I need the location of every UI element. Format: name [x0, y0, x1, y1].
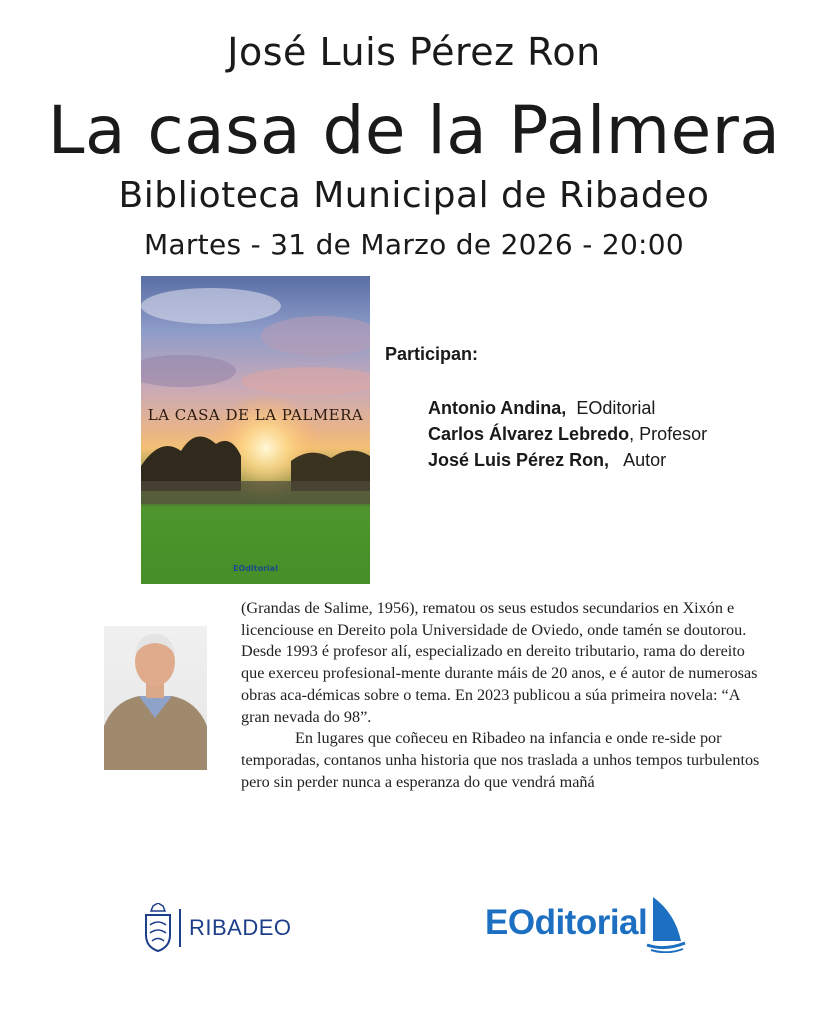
participant-name: Carlos Álvarez Lebredo [428, 424, 630, 444]
author-biography [241, 598, 761, 793]
participant-role: , Profesor [629, 424, 708, 444]
participant-item [428, 398, 655, 419]
ribadeo-logo-text: RIBADEO [189, 915, 292, 940]
cover-landscape-illustration [141, 276, 370, 584]
bio-paragraph: (Grandas de Salime, 1956), rematou os seus estudos secundarios en Xixón e licenciouse en Dereito pola Universidade de Oviedo, onde tamén se doutorou. Desde 1993 é profesor alí, especializado en dereito tributario, rama do dereito que exerceu profesional-mente durante máis de 20 anos, e é autor de numerosas obras aca-démicas sobre o tema. En 2023 publicou a súa primeira novela: “A gran nevada do 98”. [241, 599, 758, 726]
participant-role: EOditorial [576, 398, 656, 418]
participant-name: Antonio Andina, [428, 398, 567, 418]
author-name: José Luis Pérez Ron [227, 30, 601, 74]
eoditorial-logo-text: EOditorial [485, 903, 648, 942]
cover-title: LA CASA DE LA PALMERA [147, 406, 364, 424]
participant-item [428, 424, 707, 445]
cover-publisher-logo: EOditorial [233, 564, 278, 573]
logo-divider [179, 909, 181, 947]
ribadeo-coat-of-arms-icon [143, 903, 173, 953]
participant-name: José Luis Pérez Ron, [428, 450, 610, 470]
author-photo [104, 626, 207, 770]
venue: Biblioteca Municipal de Ribadeo [118, 175, 710, 216]
participant-item [428, 450, 666, 471]
participant-role: Autor [623, 450, 667, 470]
event-date: Martes - 31 de Marzo de 2026 - 20:00 [143, 228, 685, 261]
book-title: La casa de la Palmera [47, 92, 781, 169]
ribadeo-logo [143, 903, 303, 953]
bio-paragraph: En lugares que coñeceu en Ribadeo na infancia e onde re-side por temporadas, contanos unha historia que nos traslada a unhos tempos turbulentos pero sin perder nunca a esperanza do que vendrá mañá [241, 729, 760, 791]
eoditorial-logo [485, 893, 695, 953]
participants-heading: Participan: [385, 344, 479, 364]
sailboat-icon [645, 893, 687, 953]
author-portrait [104, 626, 207, 770]
book-cover-image [141, 276, 370, 584]
